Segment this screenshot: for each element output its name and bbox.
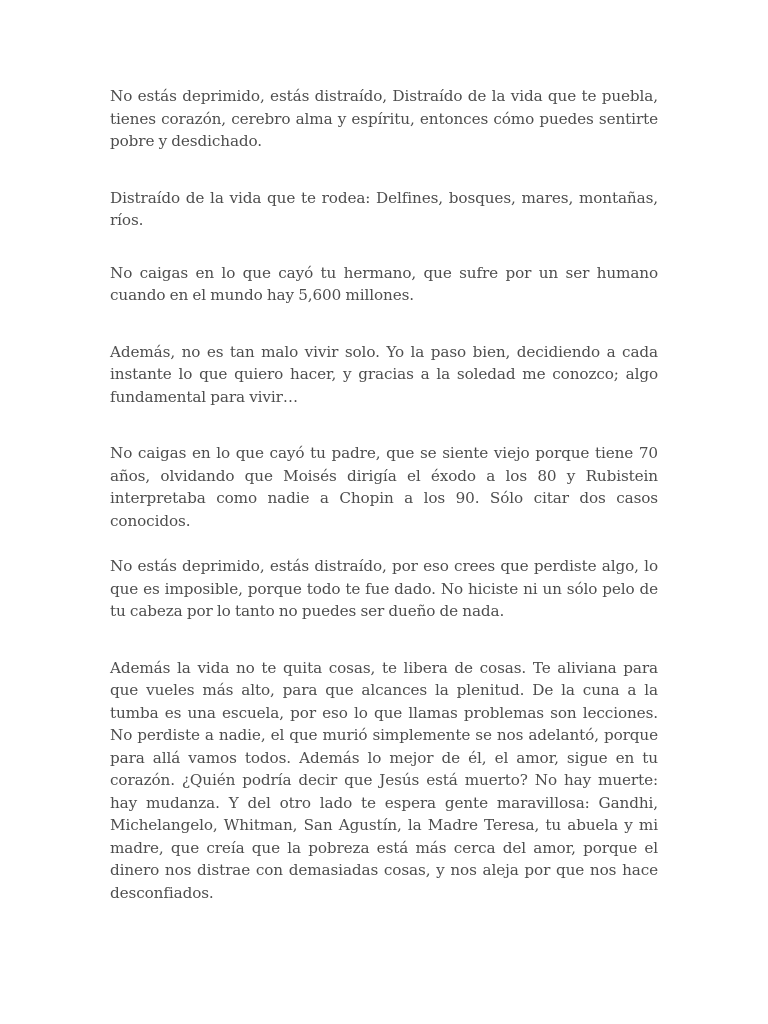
paragraph-1: No estás deprimido, estás distraído, Distraído de la vida que te puebla, tienes corazón, cerebro alma y espíritu, entonces cómo puedes sentirte pobre y desdichado. (110, 87, 658, 150)
paragraph-7: Además la vida no te quita cosas, te libera de cosas. Te aliviana para que vueles más alto, para que alcances la plenitud. De la cuna a la tumba es una escuela, por eso lo que llamas problemas son lecciones. No perdiste a nadie, el que murió simplemente se nos adelantó, porque para allá vamos todos. Además lo mejor de él, el amor, sigue en tu corazón. ¿Quién podría decir que Jesús está muerto? No hay muerte: hay mudanza. Y del otro lado te espera gente maravillosa: Gandhi, Michelangelo, Whitman, San Agustín, la Madre Teresa, tu abuela y mi madre, que creía que la pobreza está más cerca del amor, porque el dinero nos distrae con demasiadas cosas, y nos aleja por que nos hace desconfiados. (110, 658, 658, 902)
paragraph-4: Además, no es tan malo vivir solo. Yo la paso bien, decidiendo a cada instante lo que quiero hacer, y gracias a la soledad me conozco; algo fundamental para vivir… (110, 342, 658, 406)
paragraph-5: No caigas en lo que cayó tu padre, que se siente viejo porque tiene 70 años, olvidando que Moisés dirigía el éxodo a los 80 y Rubistein interpretaba como nadie a Chopin a los 90. Sólo citar dos casos conocidos. (110, 444, 658, 530)
paragraph-2: Distraído de la vida que te rodea: Delfines, bosques, mares, montañas, ríos. (110, 188, 658, 229)
paragraph-3: No caigas en lo que cayó tu hermano, que sufre por un ser humano cuando en el mundo hay 5,600 millones. (110, 263, 658, 304)
document-page (110, 85, 658, 904)
paragraph-6: No estás deprimido, estás distraído, por eso crees que perdiste algo, lo que es imposible, porque todo te fue dado. No hiciste ni un sólo pelo de tu cabeza por lo tanto no puedes ser dueño de nada. (110, 557, 658, 620)
